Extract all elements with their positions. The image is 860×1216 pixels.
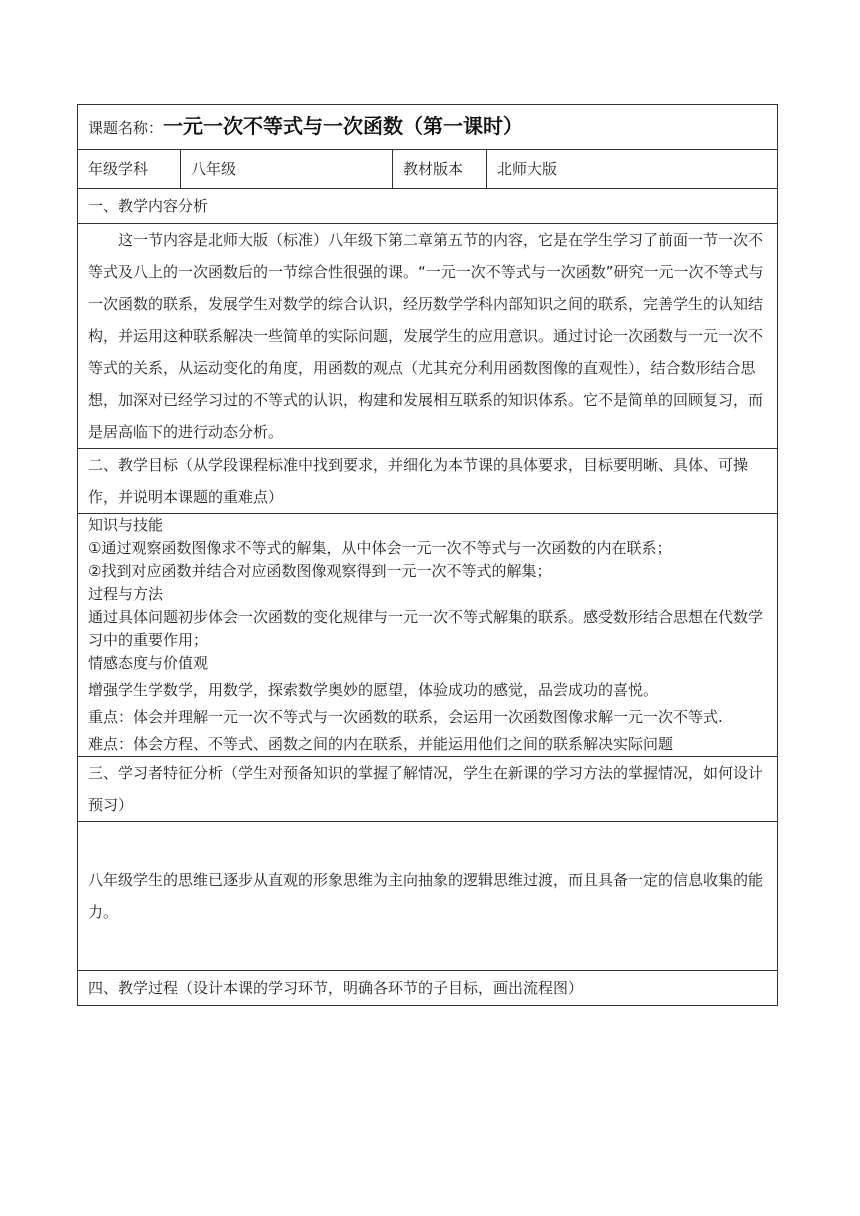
- section4-heading: 四、教学过程（设计本课的学习环节，明确各环节的子目标，画出流程图）: [78, 971, 778, 1006]
- process-title: 过程与方法: [88, 585, 164, 603]
- title-cell: [78, 105, 778, 150]
- lesson-title: 一元一次不等式与一次函数（第一课时）: [163, 114, 524, 138]
- knowledge-item-2: ②找到对应函数并结合对应函数图像观察得到一元一次不等式的解集；: [88, 562, 552, 580]
- section3-body: 八年级学生的思维已逐步从直观的形象思维为主向抽象的逻辑思维过渡，而且具备一定的信息收集的能力。: [78, 822, 778, 971]
- section3-heading: 三、学习者特征分析（学生对预备知识的掌握了解情况，学生在新课的学习方法的掌握情况，如何设计预习）: [78, 757, 778, 822]
- textbook-value: 北师大版: [487, 150, 778, 189]
- difficult-point: 难点：体会方程、不等式、函数之间的内在联系，并能运用他们之间的联系解决实际问题: [88, 735, 674, 753]
- section1-heading: 一、教学内容分析: [78, 189, 778, 224]
- textbook-label: 教材版本: [393, 150, 487, 189]
- grade-value: 八年级: [181, 150, 393, 189]
- title-label: 课题名称：: [88, 119, 164, 137]
- knowledge-title: 知识与技能: [88, 516, 164, 534]
- emotion-title: 情感态度与价值观: [88, 654, 209, 672]
- objectives-cell: [78, 514, 778, 757]
- process-body: 通过具体问题初步体会一次函数的变化规律与一元一次不等式解集的联系。感受数形结合思想在代数学习中的重要作用；: [88, 608, 764, 649]
- lesson-plan-table: [77, 104, 778, 1006]
- section2-heading: 二、教学目标（从学段课程标准中找到要求，并细化为本节课的具体要求，目标要明晰、具体、可操作，并说明本课题的重难点）: [78, 449, 778, 514]
- knowledge-item-1: ①通过观察函数图像求不等式的解集，从中体会一元一次不等式与一次函数的内在联系；: [88, 539, 672, 557]
- emotion-body: 增强学生学数学，用数学，探索数学奥妙的愿望，体验成功的感觉，品尝成功的喜悦。: [88, 681, 659, 699]
- section1-body: 这一节内容是北师大版（标准）八年级下第二章第五节的内容，它是在学生学习了前面一节一次不等式及八上的一次函数后的一节综合性很强的课。“一元一次不等式与一次函数”研究一元一次不等式与一次函数的联系，发展学生对数学的综合认识，经历数学学科内部知识之间的联系，完善学生的认知结构，并运用这种联系解决一些简单的实际问题，发展学生的应用意识。通过讨论一次函数与一元一次不等式的关系，从运动变化的角度，用函数的观点（尤其充分利用函数图像的直观性），结合数形结合思想，加深对已经学习过的不等式的认识，构建和发展相互联系的知识体系。它不是简单的回顾复习，而是居高临下的进行动态分析。: [78, 224, 778, 449]
- key-point: 重点：体会并理解一元一次不等式与一次函数的联系，会运用一次函数图像求解一元一次不等式.: [88, 708, 723, 726]
- grade-label: 年级学科: [78, 150, 181, 189]
